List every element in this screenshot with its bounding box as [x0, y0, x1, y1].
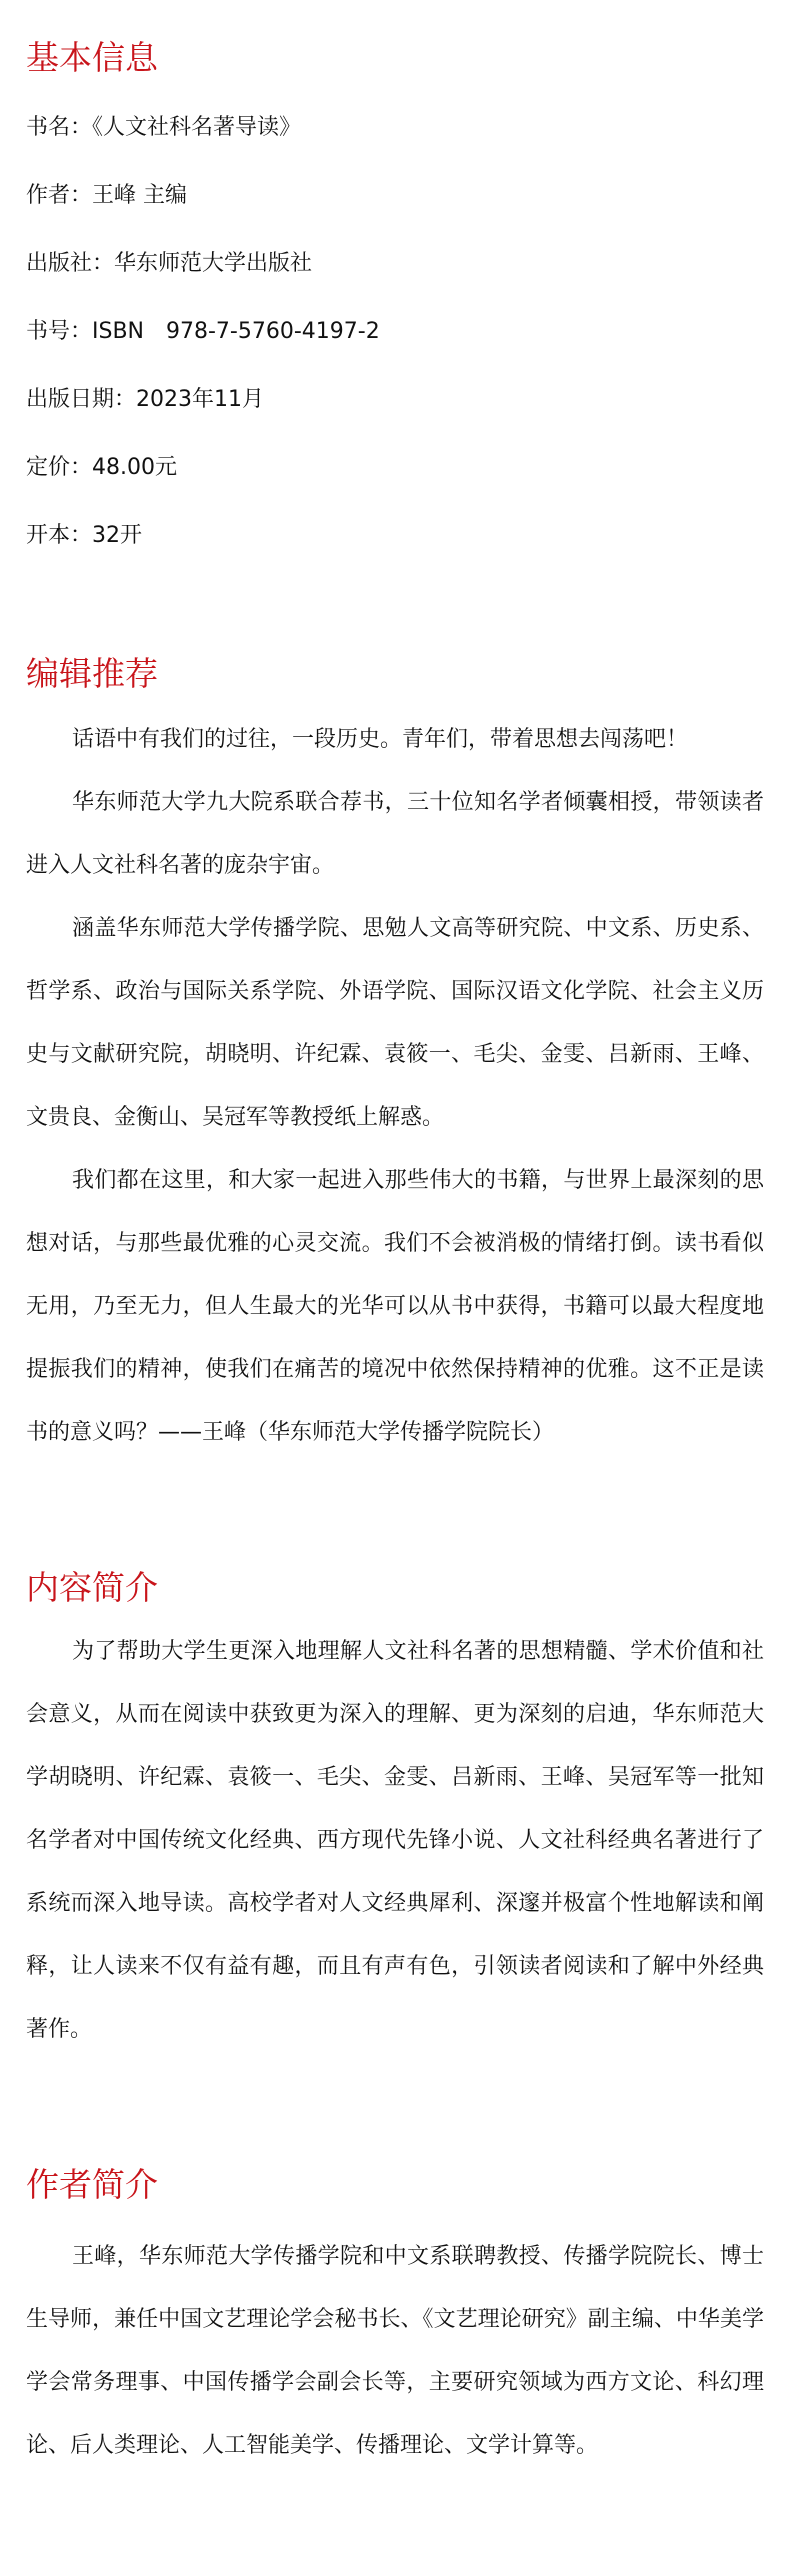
basic-info-heading: 基本信息	[26, 38, 158, 77]
author-paragraph: 王峰，华东师范大学传播学院和中文系联聘教授、传播学院院长、博士生导师，兼任中国文艺理论学会秘书长、《文艺理论研究》副主编、中华美学学会常务理事、中国传播学会副会长等，主要研究领域为西方文论、科幻理论、后人类理论、人工智能美学、传播理论、文学计算等。	[26, 2244, 764, 2458]
author-intro-section	[26, 2165, 764, 2477]
editor-recommendation-heading: 编辑推荐	[26, 654, 158, 693]
editor-recommendation-section	[26, 654, 764, 1464]
price-line: 定价：48.00元	[26, 455, 177, 480]
isbn-line: 书号：ISBN 978-7-5760-4197-2	[26, 319, 380, 344]
book-title-line: 书名：《人文社科名著导读》	[26, 115, 302, 140]
publish-date-line: 出版日期：2023年11月	[26, 387, 264, 412]
format-line: 开本：32开	[26, 523, 142, 548]
content-summary-heading: 内容简介	[26, 1568, 158, 1607]
basic-info-list	[26, 114, 764, 550]
editor-paragraph: 话语中有我们的过往，一段历史。青年们，带着思想去闯荡吧！	[72, 727, 689, 752]
editor-paragraph: 我们都在这里，和大家一起进入那些伟大的书籍，与世界上最深刻的思想对话，与那些最优雅的心灵交流。我们不会被消极的情绪打倒。读书看似无用，乃至无力，但人生最大的光华可以从书中获得，书籍可以最大程度地提振我们的精神，使我们在痛苦的境况中依然保持精神的优雅。这不正是读书的意义吗？——王峰（华东师范大学传播学院院长）	[26, 1168, 764, 1445]
author-line: 作者：王峰 主编	[26, 183, 187, 208]
editor-paragraph: 华东师范大学九大院系联合荐书，三十位知名学者倾囊相授，带领读者进入人文社科名著的庞杂宇宙。	[26, 790, 764, 878]
editor-paragraph: 涵盖华东师范大学传播学院、思勉人文高等研究院、中文系、历史系、哲学系、政治与国际关系学院、外语学院、国际汉语文化学院、社会主义历史与文献研究院，胡晓明、许纪霖、袁筱一、毛尖、金雯、吕新雨、王峰、文贵良、金衡山、吴冠军等教授纸上解惑。	[26, 916, 764, 1130]
basic-info-section	[26, 0, 764, 550]
author-intro-heading: 作者简介	[26, 2165, 158, 2204]
content-paragraph: 为了帮助大学生更深入地理解人文社科名著的思想精髓、学术价值和社会意义，从而在阅读中获致更为深入的理解、更为深刻的启迪，华东师范大学胡晓明、许纪霖、袁筱一、毛尖、金雯、吕新雨、王峰、吴冠军等一批知名学者对中国传统文化经典、西方现代先锋小说、人文社科经典名著进行了系统而深入地导读。高校学者对人文经典犀利、深邃并极富个性地解读和阐释，让人读来不仅有益有趣，而且有声有色，引领读者阅读和了解中外经典著作。	[26, 1639, 764, 2042]
publisher-line: 出版社：华东师范大学出版社	[26, 251, 313, 276]
content-summary-section	[26, 1568, 764, 2061]
